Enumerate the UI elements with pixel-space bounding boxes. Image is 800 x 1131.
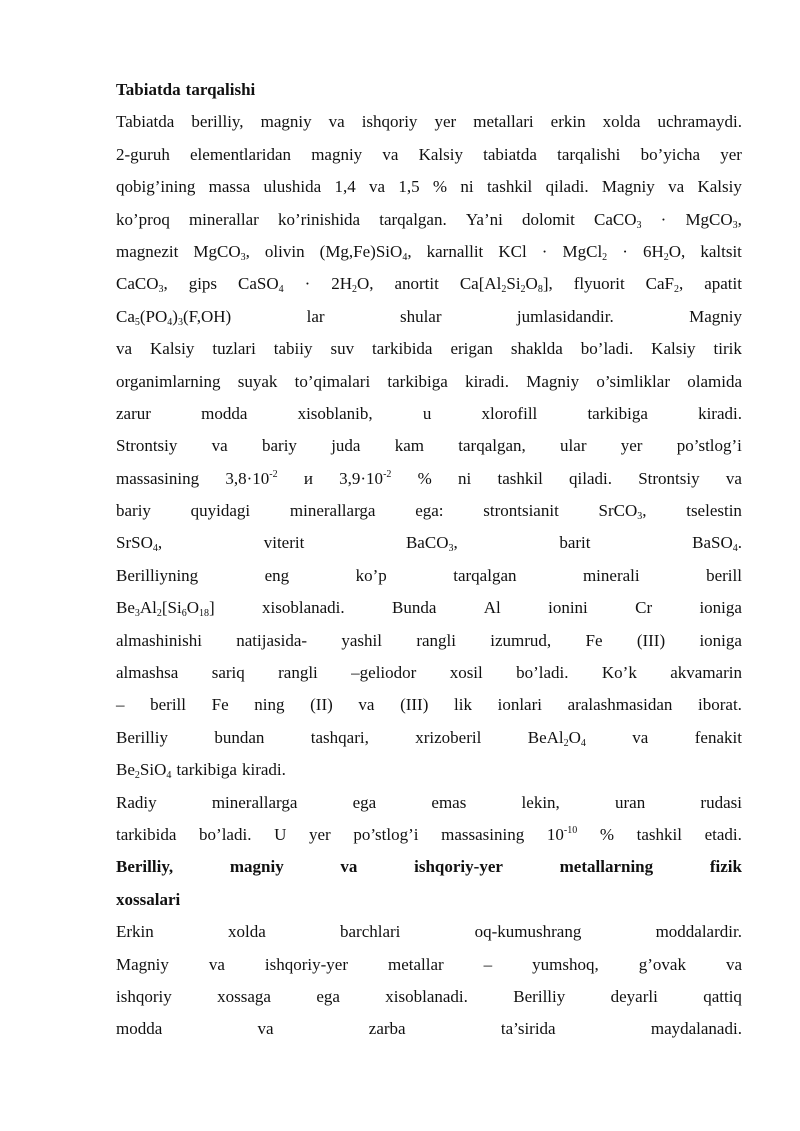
word: va — [257, 1019, 274, 1039]
word: Berilliy — [513, 986, 566, 1006]
word: ega — [316, 986, 340, 1006]
word: bariy — [116, 501, 151, 521]
document-page — [116, 74, 742, 1046]
word: g’ovak — [638, 954, 686, 974]
word: suv — [330, 339, 355, 359]
word: Magniy — [601, 177, 655, 197]
word: o’simliklar — [596, 371, 670, 391]
word: yer — [620, 436, 643, 456]
word: bo’ladi. — [199, 824, 252, 844]
word: massa — [208, 177, 251, 197]
word: olamida — [687, 371, 742, 391]
text-line — [116, 754, 742, 786]
word: ega — [352, 792, 377, 812]
word: и — [303, 468, 313, 488]
word: tarqalgan, — [458, 436, 526, 456]
word: Magniy — [689, 306, 742, 326]
word: KCl — [498, 241, 527, 261]
text-line — [116, 495, 742, 527]
word: qiladi. — [569, 468, 612, 488]
word: metallarning — [559, 857, 654, 877]
word: karnallit — [426, 241, 484, 261]
word: xrizoberil — [415, 727, 482, 747]
word: magniy — [260, 112, 312, 132]
word: u — [422, 403, 432, 423]
word: ishqoriy — [116, 986, 172, 1006]
text-line — [116, 333, 742, 365]
word: tarkibiga — [176, 760, 237, 780]
text-line — [116, 204, 742, 236]
word: rangli — [416, 630, 456, 650]
word: modda — [116, 1019, 163, 1039]
word: ni — [458, 468, 472, 488]
word: va — [668, 177, 685, 197]
word: Strontsiy — [638, 468, 700, 488]
word: va — [116, 339, 133, 359]
word: % — [432, 177, 448, 197]
word: Kalsiy — [697, 177, 742, 197]
word: natijasida- — [236, 630, 308, 650]
word: xolda — [602, 112, 641, 132]
word: Magniy — [526, 371, 580, 391]
text-line — [116, 430, 742, 462]
word: yer — [434, 112, 457, 132]
word: Ko’k — [601, 663, 637, 683]
word: MgCO$_3$, — [685, 209, 742, 231]
word: Al — [483, 598, 501, 618]
word: BaCO$_3$, — [405, 533, 458, 555]
text-line — [116, 463, 742, 495]
text-line — [116, 625, 742, 657]
word: barchlari — [340, 922, 401, 942]
word: Kalsiy — [150, 339, 195, 359]
word: ishqoriy-yer — [264, 954, 348, 974]
word: ega: — [415, 501, 444, 521]
word: Kalsiy — [418, 144, 463, 164]
word: va — [382, 144, 399, 164]
text-line — [116, 592, 742, 624]
word: organimlarning — [116, 371, 221, 391]
word: $Be_2SiO_4$ — [116, 760, 172, 782]
word: almashinishi — [116, 630, 202, 650]
word: strontsianit — [483, 501, 559, 521]
word: SrCO$_3$, — [598, 501, 647, 523]
word: tarkibida — [372, 339, 433, 359]
text-line — [116, 787, 742, 819]
word: berilliy, — [191, 112, 244, 132]
word: % — [599, 824, 614, 844]
word: CaSO$_4$ — [238, 274, 284, 296]
word: tarkibiga — [387, 371, 448, 391]
word: Cr — [635, 598, 653, 618]
word: deyarli — [610, 986, 658, 1006]
word: – — [116, 695, 125, 715]
word: Bunda — [392, 598, 437, 618]
word: ioniga — [699, 630, 742, 650]
word: BaSO$_4$. — [692, 533, 742, 555]
word: uran — [615, 792, 646, 812]
word: berill — [150, 695, 187, 715]
text-line — [116, 139, 742, 171]
word: minerallarga — [211, 792, 298, 812]
word: etadi. — [704, 824, 742, 844]
word: minerali — [582, 565, 640, 585]
word: xossaga — [217, 986, 271, 1006]
word: ishqoriy-yer — [414, 857, 503, 877]
word: xossalari — [116, 889, 181, 909]
word: xlorofill — [481, 403, 538, 423]
word: ning — [254, 695, 285, 715]
word: CaCO$_3$ — [594, 209, 642, 231]
word: tarqalgan. — [379, 209, 447, 229]
text-line — [116, 689, 742, 721]
word: to’qimalari — [294, 371, 371, 391]
word: minerallar — [188, 209, 259, 229]
word: bo’ladi. — [580, 339, 634, 359]
word: 1,4 — [334, 177, 356, 197]
word: va — [725, 468, 742, 488]
text-line — [116, 268, 742, 300]
word: Berilliy, — [116, 857, 174, 877]
word: Fe — [211, 695, 229, 715]
word: · — [660, 209, 667, 229]
word: shular — [399, 306, 442, 326]
text-line — [116, 916, 742, 948]
word: $2H_2O$, — [331, 274, 374, 296]
text-line — [116, 106, 742, 138]
text-line — [116, 398, 742, 430]
word: eng — [264, 565, 290, 585]
word: ionlari — [497, 695, 542, 715]
word: $Ca_5(PO_4)_3(F,OH)$ — [116, 306, 232, 328]
word: $Ca[Al_2Si_2O_8]$, — [459, 274, 553, 296]
word: viterit — [263, 533, 305, 553]
word: kiradi. — [241, 760, 286, 780]
word: tarqalgan — [453, 565, 517, 585]
word: $3,8\cdot 10^{-2}$ — [225, 468, 278, 488]
word: yer — [720, 144, 742, 164]
word: (II) — [310, 695, 333, 715]
word: kiradi. — [698, 403, 742, 423]
word: yashil — [341, 630, 382, 650]
word: MgCO$_3$, — [193, 241, 250, 263]
word: quyidagi — [190, 501, 251, 521]
word: $Be_3Al_2[Si_6O_{18}]$ — [116, 598, 215, 620]
text-line — [116, 236, 742, 268]
word: ta’sirida — [500, 1019, 556, 1039]
word: fenakit — [694, 727, 742, 747]
word: ionini — [548, 598, 588, 618]
word: ko’p — [355, 565, 387, 585]
word: elementlaridan — [190, 144, 292, 164]
word: ioniga — [699, 598, 742, 618]
word: va — [208, 954, 225, 974]
word: xisoblanib, — [297, 403, 373, 423]
word: magniy — [311, 144, 363, 164]
word: CaCO$_3$, — [116, 274, 168, 296]
word: –geliodor — [351, 663, 417, 683]
word: zarur — [116, 403, 151, 423]
word: moddalardir. — [655, 922, 742, 942]
word: 2-guruh — [116, 144, 170, 164]
text-line — [116, 981, 742, 1013]
word: va — [632, 727, 649, 747]
text-line — [116, 851, 742, 883]
word: Magniy — [116, 954, 169, 974]
word: uchramaydi. — [657, 112, 742, 132]
word: massasining — [116, 468, 200, 488]
word: $BeAl_2O_4$ — [527, 727, 586, 749]
word: akvamarin — [670, 663, 742, 683]
word: · — [622, 241, 628, 261]
word: $3,9\cdot 10^{-2}$ — [339, 468, 392, 488]
word: tabiatda — [483, 144, 537, 164]
word: Erkin — [116, 922, 154, 942]
word: Ya’ni — [465, 209, 503, 229]
word: lekin, — [521, 792, 560, 812]
word: tuzlari — [212, 339, 256, 359]
word: tarkibiga — [587, 403, 648, 423]
word: 1,5 — [398, 177, 420, 197]
text-line — [116, 819, 742, 851]
word: modda — [201, 403, 248, 423]
word: Berilliyning — [116, 565, 199, 585]
text-line — [116, 301, 742, 333]
text-line — [116, 1013, 742, 1045]
text-line — [116, 949, 742, 981]
word: qattiq — [703, 986, 742, 1006]
word: kam — [394, 436, 425, 456]
word: tarqalishi — [185, 80, 256, 99]
text-line — [116, 657, 742, 689]
text-line — [116, 527, 742, 559]
word: flyuorit — [573, 274, 625, 294]
word: massasining — [441, 824, 525, 844]
word: minerallarga — [289, 501, 376, 521]
word: tirik — [713, 339, 742, 359]
word: metallar — [387, 954, 444, 974]
word: tashqari, — [310, 727, 369, 747]
word: almashsa — [116, 663, 179, 683]
word: SrSO$_4$, — [116, 533, 163, 555]
word: (Mg,Fe)SiO$_4$, — [319, 241, 412, 263]
word: erigan — [450, 339, 493, 359]
text-line — [116, 884, 742, 916]
word: ishqoriy — [361, 112, 418, 132]
text-line — [116, 366, 742, 398]
word: MgCl$_2$ — [562, 241, 608, 263]
word: rudasi — [700, 792, 742, 812]
word: anortit — [394, 274, 439, 294]
word: oq-kumushrang — [474, 922, 582, 942]
word: magnezit — [116, 241, 179, 261]
word: lar — [306, 306, 325, 326]
word: fizik — [709, 857, 742, 877]
word: CaF$_2$, — [645, 274, 684, 296]
word: % — [417, 468, 432, 488]
word: va — [358, 695, 375, 715]
word: po’stlog’i — [353, 824, 419, 844]
word: Berilliy — [116, 727, 168, 747]
word: xolda — [228, 922, 266, 942]
word: maydalanadi. — [650, 1019, 742, 1039]
word: magniy — [229, 857, 284, 877]
word: erkin — [550, 112, 586, 132]
word: aralashmasidan — [567, 695, 673, 715]
word: suyak — [237, 371, 278, 391]
word: U — [274, 824, 287, 844]
word: dolomit — [521, 209, 575, 229]
word: po’stlog’i — [676, 436, 742, 456]
word: lik — [454, 695, 472, 715]
word: ko’proq — [116, 209, 170, 229]
word: kiradi. — [465, 371, 509, 391]
word: tarkibida — [116, 824, 177, 844]
word: iborat. — [698, 695, 742, 715]
word: (III) — [636, 630, 666, 650]
word: ulushida — [263, 177, 322, 197]
text-line — [116, 722, 742, 754]
word: va — [211, 436, 228, 456]
word: tashkil — [486, 177, 533, 197]
word: gips — [188, 274, 218, 294]
word: qobig’ining — [116, 177, 196, 197]
word: ular — [560, 436, 587, 456]
word: rangli — [278, 663, 318, 683]
word: Tabiatda — [116, 112, 175, 132]
word: – — [483, 954, 493, 974]
word: tarqalishi — [557, 144, 621, 164]
word: · — [304, 274, 311, 294]
word: xosil — [449, 663, 483, 683]
word: kaltsit — [700, 241, 742, 261]
word: ko’rinishida — [277, 209, 361, 229]
word: va — [725, 954, 742, 974]
word: tashkil — [497, 468, 543, 488]
word: tabiiy — [273, 339, 313, 359]
word: tselestin — [686, 501, 742, 521]
word: bundan — [214, 727, 265, 747]
word: xisoblanadi. — [385, 986, 468, 1006]
word: ni — [460, 177, 474, 197]
word: Radiy — [116, 792, 157, 812]
word: yumshoq, — [532, 954, 599, 974]
word: yer — [308, 824, 331, 844]
word: xisoblanadi. — [262, 598, 345, 618]
word: emas — [431, 792, 467, 812]
text-line — [116, 74, 742, 106]
word: izumrud, — [490, 630, 552, 650]
word: tashkil — [636, 824, 682, 844]
word: $6H_2O$, — [642, 241, 686, 263]
word: · — [541, 241, 548, 261]
word: berill — [706, 565, 742, 585]
word: apatit — [704, 274, 742, 294]
word: juda — [331, 436, 361, 456]
word: bo’yicha — [640, 144, 701, 164]
word: shaklda — [510, 339, 563, 359]
word: olivin — [264, 241, 305, 261]
word: Kalsiy — [651, 339, 696, 359]
word: Strontsiy — [116, 436, 178, 456]
word: Fe — [585, 630, 603, 650]
word: va — [369, 177, 386, 197]
word: (III) — [400, 695, 429, 715]
word: qiladi. — [545, 177, 589, 197]
text-line — [116, 171, 742, 203]
word: metallari — [473, 112, 534, 132]
word: bariy — [261, 436, 297, 456]
word: barit — [559, 533, 591, 553]
word: $10^{-10}$ — [546, 824, 578, 844]
word: bo’ladi. — [516, 663, 569, 683]
word: va — [340, 857, 358, 877]
word: sariq — [211, 663, 245, 683]
word: Tabiatda — [116, 80, 181, 99]
text-line — [116, 560, 742, 592]
word: zarba — [368, 1019, 406, 1039]
word: jumlasidandir. — [516, 306, 614, 326]
word: va — [328, 112, 345, 132]
